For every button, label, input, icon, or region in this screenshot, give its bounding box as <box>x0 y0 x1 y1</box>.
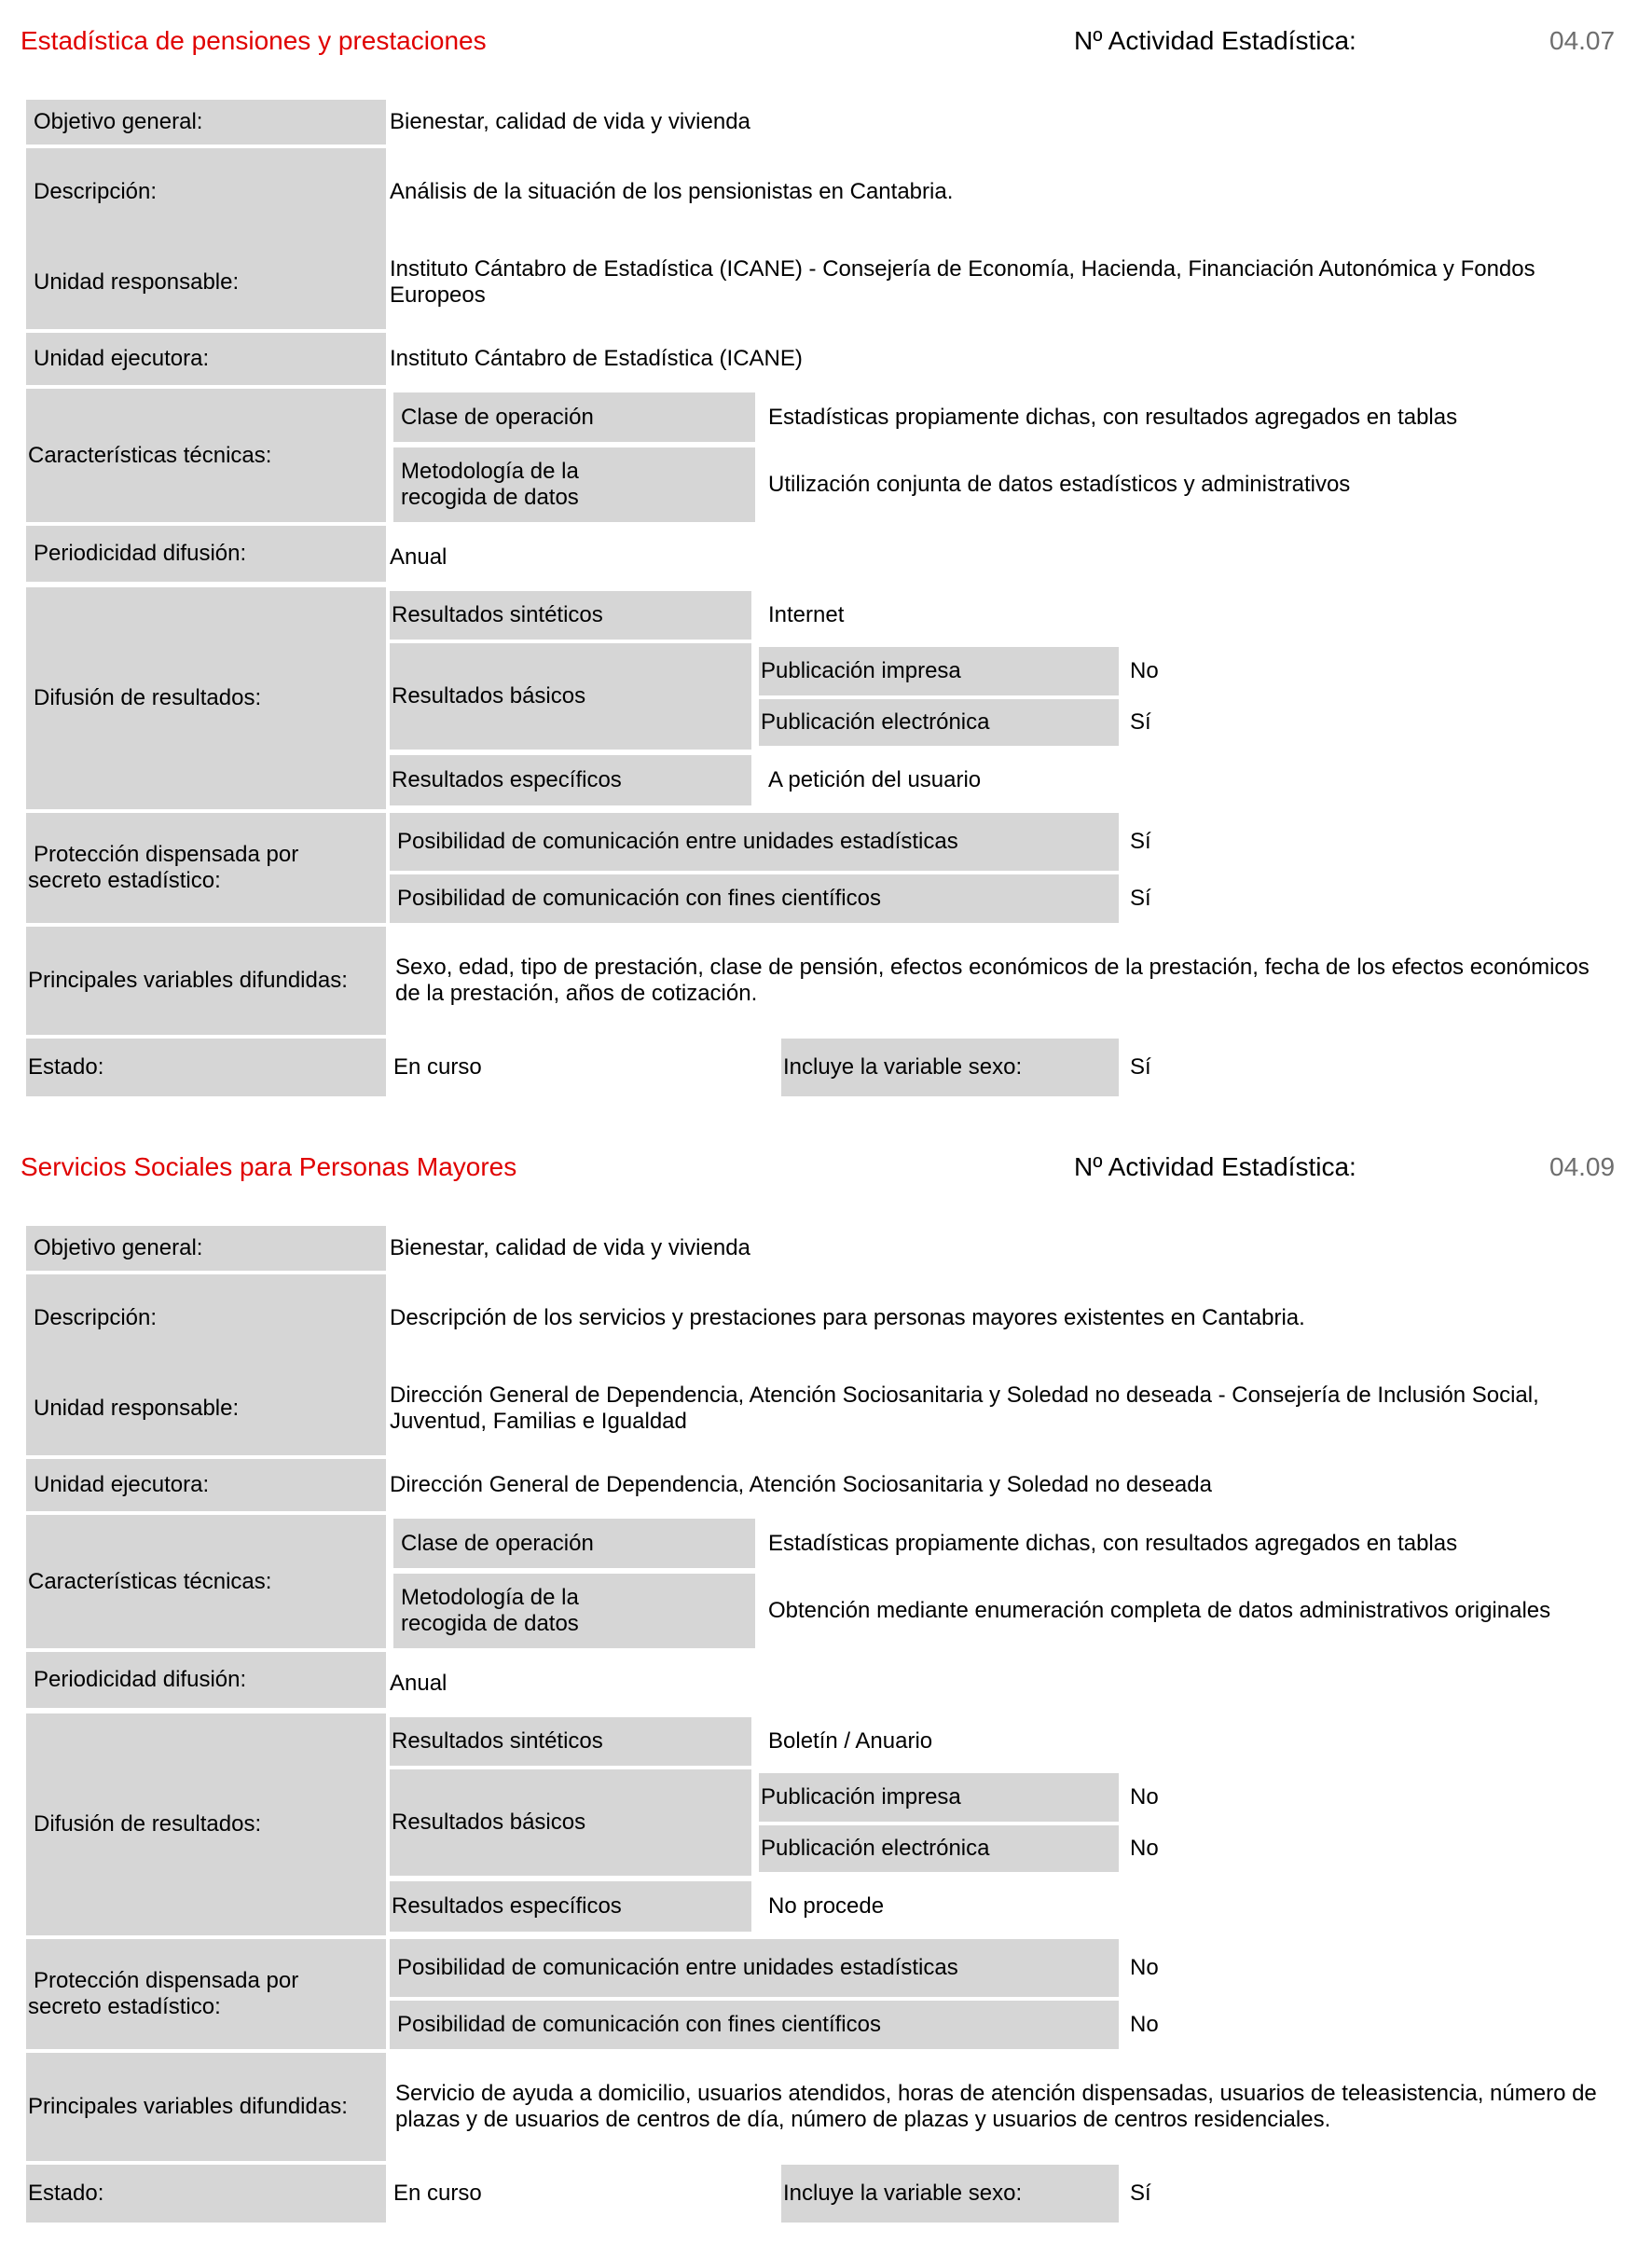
descripcion-label: Descripción: <box>34 1305 158 1330</box>
statistic-record <box>0 1126 1652 2254</box>
metodologia-label-text: Metodología de la recogida de datos <box>401 1585 579 1636</box>
periodicidad-value: Anual <box>390 544 447 570</box>
especificos-value: No procede <box>768 1893 885 1919</box>
sinteticos-value: Boletín / Anuario <box>768 1728 933 1754</box>
com-unidades-label: Posibilidad de comunicación entre unidades estadísticas <box>390 813 1119 871</box>
objetivo-value: Bienestar, calidad de vida y vivienda <box>390 1235 750 1260</box>
statistic-record <box>0 0 1652 1128</box>
sinteticos-label: Resultados sintéticos <box>390 1717 751 1766</box>
impresa-value: No <box>1130 658 1159 683</box>
proteccion-label-text: Protección dispensada por secreto estadístico: <box>28 1968 299 2019</box>
metodologia-value: Obtención mediante enumeración completa de datos administrativos originales <box>768 1598 1551 1623</box>
variables-label: Principales variables difundidas: <box>26 927 386 1035</box>
record-title: Estadística de pensiones y prestaciones <box>21 26 487 55</box>
com-unidades-value: Sí <box>1130 829 1151 854</box>
caracteristicas-label: Características técnicas: <box>26 1515 386 1648</box>
impresa-label: Publicación impresa <box>759 1773 1119 1822</box>
clase-operacion-label: Clase de operación <box>393 1519 755 1568</box>
descripcion-label: Descripción: <box>34 179 158 204</box>
estado-value: En curso <box>393 2181 482 2206</box>
activity-number-value: 04.07 <box>1549 26 1616 55</box>
proteccion-label-text: Protección dispensada por secreto estadístico: <box>28 842 299 893</box>
clase-operacion-value: Estadísticas propiamente dichas, con resultados agregados en tablas <box>768 1530 1458 1556</box>
activity-number-label: Nº Actividad Estadística: <box>1074 1152 1356 1181</box>
objetivo-label: Objetivo general: <box>26 1226 386 1271</box>
metodologia-value: Utilización conjunta de datos estadísticos y administrativos <box>768 472 1351 497</box>
com-cientificos-value: No <box>1130 2012 1159 2037</box>
impresa-label: Publicación impresa <box>759 647 1119 695</box>
descripcion-value: Análisis de la situación de los pensionistas en Cantabria. <box>390 179 954 204</box>
variables-value: Sexo, edad, tipo de prestación, clase de pensión, efectos económicos de la prestación, fecha de los efectos económicos de la prestación, años de cotización. <box>395 955 1590 1006</box>
ejecutora-value: Instituto Cántabro de Estadística (ICANE) <box>390 346 803 371</box>
clase-operacion-label: Clase de operación <box>393 392 755 442</box>
com-cientificos-label: Posibilidad de comunicación con fines científicos <box>390 874 1119 923</box>
com-unidades-value: No <box>1130 1955 1159 1980</box>
periodicidad-label: Periodicidad difusión: <box>26 1652 386 1708</box>
proteccion-label <box>26 1939 386 2049</box>
activity-number-label: Nº Actividad Estadística: <box>1074 26 1356 55</box>
periodicidad-value: Anual <box>390 1671 447 1696</box>
com-cientificos-value: Sí <box>1130 886 1151 911</box>
electronica-label: Publicación electrónica <box>759 1825 1119 1872</box>
sexo-label: Incluye la variable sexo: <box>781 1039 1119 1096</box>
ejecutora-label: Unidad ejecutora: <box>26 333 386 385</box>
responsable-value: Dirección General de Dependencia, Atención Sociosanitaria y Soledad no deseada - Consejería de Inclusión Social, Juventud, Familias e Igualdad <box>390 1383 1539 1434</box>
record-title: Servicios Sociales para Personas Mayores <box>21 1152 517 1181</box>
sexo-value: Sí <box>1130 2181 1151 2206</box>
metodologia-label <box>393 1574 755 1648</box>
electronica-label: Publicación electrónica <box>759 699 1119 746</box>
activity-number-value: 04.09 <box>1549 1152 1616 1181</box>
caracteristicas-label: Características técnicas: <box>26 389 386 522</box>
periodicidad-label: Periodicidad difusión: <box>26 526 386 582</box>
descripcion-value: Descripción de los servicios y prestaciones para personas mayores existentes en Cantabria. <box>390 1305 1305 1330</box>
difusion-label: Difusión de resultados: <box>26 587 386 809</box>
impresa-value: No <box>1130 1784 1159 1810</box>
sexo-label: Incluye la variable sexo: <box>781 2165 1119 2223</box>
com-cientificos-label: Posibilidad de comunicación con fines científicos <box>390 2001 1119 2049</box>
difusion-label: Difusión de resultados: <box>26 1713 386 1935</box>
responsable-value: Instituto Cántabro de Estadística (ICANE) - Consejería de Economía, Hacienda, Financiación Autonómica y Fondos Europeos <box>390 256 1535 308</box>
especificos-label: Resultados específicos <box>390 1881 751 1932</box>
objetivo-value: Bienestar, calidad de vida y vivienda <box>390 109 750 134</box>
sinteticos-value: Internet <box>768 602 845 627</box>
sinteticos-label: Resultados sintéticos <box>390 591 751 640</box>
proteccion-label <box>26 813 386 923</box>
variables-value: Servicio de ayuda a domicilio, usuarios atendidos, horas de atención dispensadas, usuarios de teleasistencia, número de plazas y de usuarios de centros de día, número de plazas y usuarios de centros residenciales. <box>395 2081 1597 2132</box>
com-unidades-label: Posibilidad de comunicación entre unidades estadísticas <box>390 1939 1119 1997</box>
clase-operacion-value: Estadísticas propiamente dichas, con resultados agregados en tablas <box>768 404 1458 430</box>
ejecutora-value: Dirección General de Dependencia, Atención Sociosanitaria y Soledad no deseada <box>390 1472 1212 1497</box>
estado-value: En curso <box>393 1054 482 1080</box>
estado-label: Estado: <box>26 2165 386 2223</box>
metodologia-label-text: Metodología de la recogida de datos <box>401 459 579 510</box>
basicos-label: Resultados básicos <box>390 1769 751 1876</box>
estado-label: Estado: <box>26 1039 386 1096</box>
basicos-label: Resultados básicos <box>390 643 751 750</box>
ejecutora-label: Unidad ejecutora: <box>26 1459 386 1511</box>
especificos-label: Resultados específicos <box>390 755 751 805</box>
electronica-value: No <box>1130 1836 1159 1861</box>
responsable-label: Unidad responsable: <box>34 269 240 295</box>
metodologia-label <box>393 447 755 522</box>
responsable-label: Unidad responsable: <box>34 1396 240 1421</box>
sexo-value: Sí <box>1130 1054 1151 1080</box>
electronica-value: Sí <box>1130 709 1151 735</box>
objetivo-label: Objetivo general: <box>26 100 386 145</box>
variables-label: Principales variables difundidas: <box>26 2053 386 2161</box>
especificos-value: A petición del usuario <box>768 767 982 792</box>
